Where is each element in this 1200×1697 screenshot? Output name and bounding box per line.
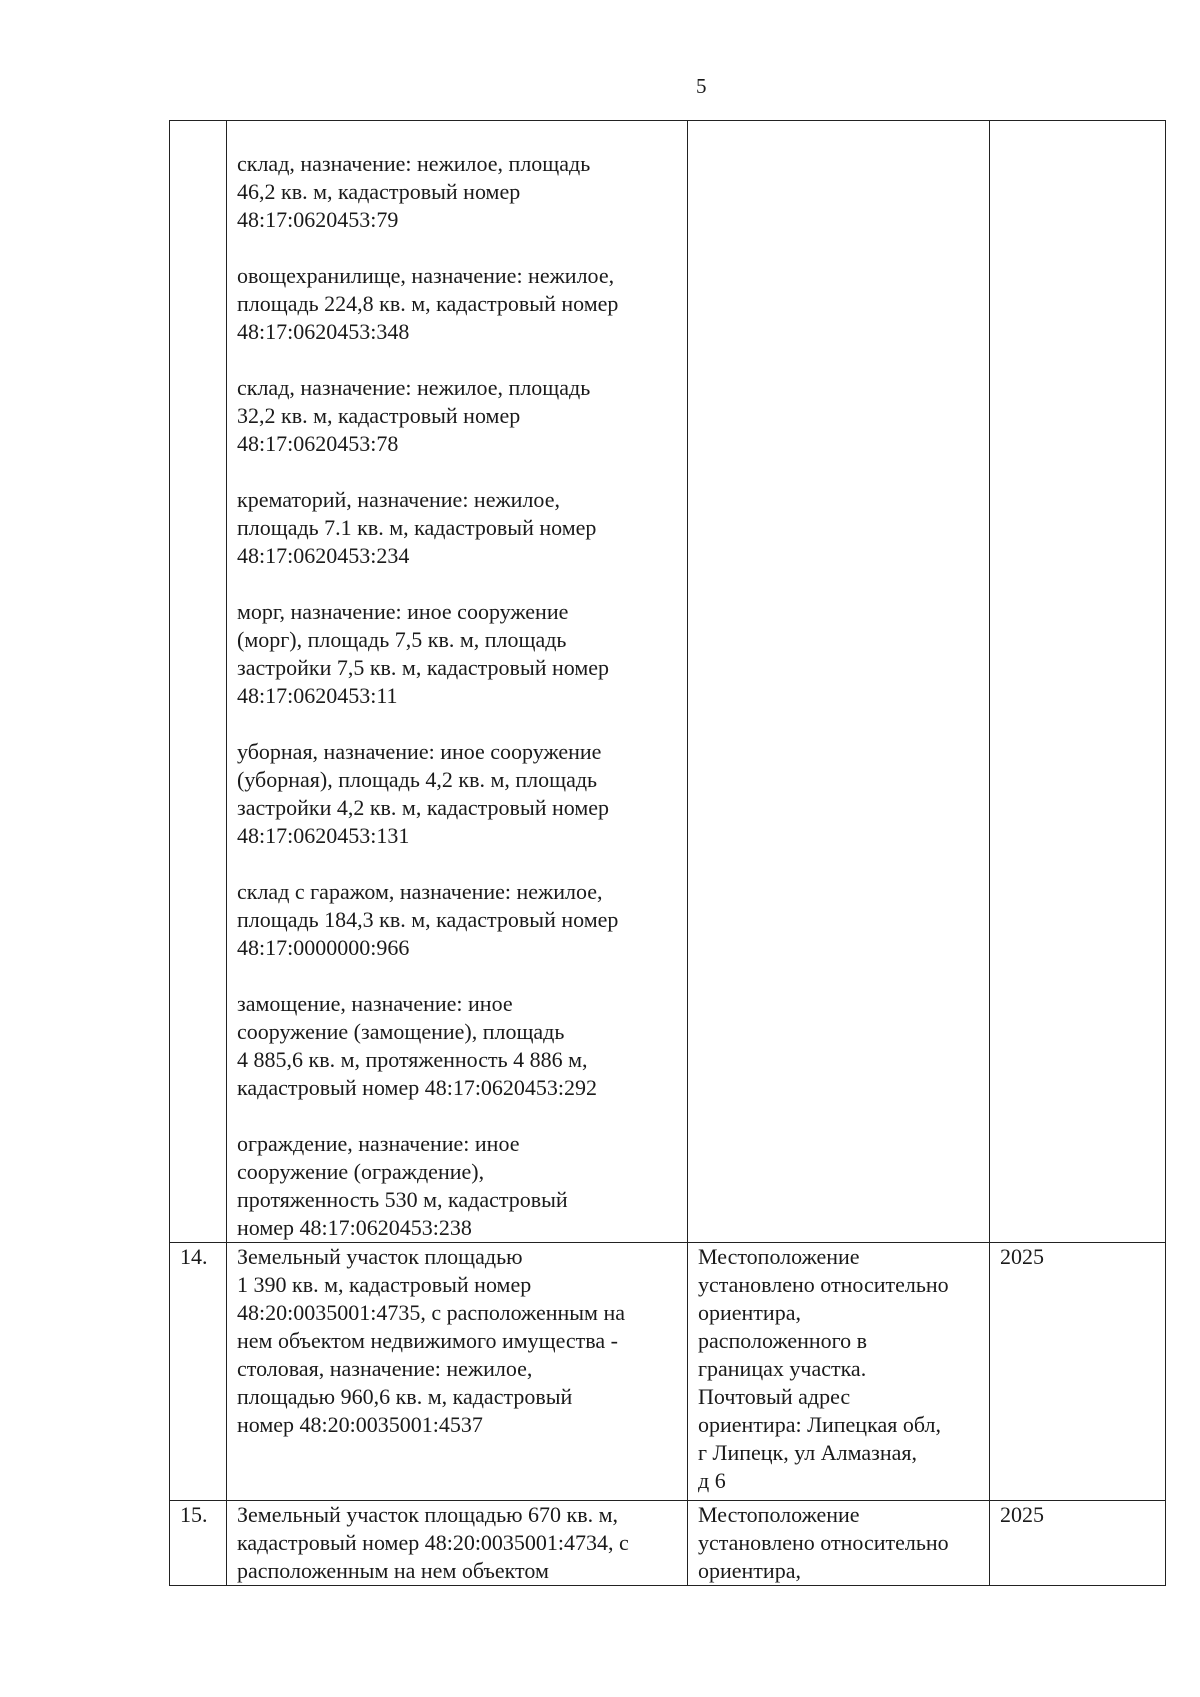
text-line: морг, назначение: иное сооружение [237, 599, 569, 624]
text-line: ориентира: Липецкая обл, [698, 1412, 941, 1437]
text-line: кадастровый номер 48:20:0035001:4734, с [237, 1530, 629, 1555]
text-line: 32,2 кв. м, кадастровый номер [237, 403, 521, 428]
text-line: д 6 [698, 1468, 726, 1493]
text-line: номер 48:17:0620453:238 [237, 1215, 472, 1240]
text-line: 48:17:0000000:966 [237, 935, 410, 960]
text-line: площадь 7.1 кв. м, кадастровый номер [237, 515, 597, 540]
location-cell [688, 121, 990, 1243]
text-line: (морг), площадь 7,5 кв. м, площадь [237, 627, 567, 652]
text-line: площадь 184,3 кв. м, кадастровый номер [237, 907, 619, 932]
text-line: застройки 7,5 кв. м, кадастровый номер [237, 655, 610, 680]
text-line: расположенного в [698, 1328, 868, 1353]
object-entry [237, 150, 677, 234]
table-row-continuation [170, 121, 1166, 1243]
text-line: 48:17:0620453:79 [237, 207, 399, 232]
object-entry [237, 598, 677, 710]
text-line: нем объектом недвижимого имущества - [237, 1328, 618, 1353]
page-number: 5 [696, 74, 707, 98]
text-line: протяженность 530 м, кадастровый [237, 1187, 568, 1212]
location-cell [688, 1501, 990, 1586]
text-line: замощение, назначение: иное [237, 991, 513, 1016]
text-line: ориентира, [698, 1558, 801, 1583]
location-cell [688, 1243, 990, 1501]
text-line: установлено относительно [698, 1272, 949, 1297]
object-entry [237, 262, 677, 346]
text-line: площадью 960,6 кв. м, кадастровый [237, 1384, 573, 1409]
text-line: 46,2 кв. м, кадастровый номер [237, 179, 521, 204]
text-line: 48:17:0620453:234 [237, 543, 410, 568]
object-description-cell [227, 121, 688, 1243]
text-line: кадастровый номер 48:17:0620453:292 [237, 1075, 598, 1100]
text-line: 48:17:0620453:348 [237, 319, 410, 344]
year-cell: 2025 [990, 1501, 1166, 1586]
text-line: склад, назначение: нежилое, площадь [237, 151, 591, 176]
text-line: крематорий, назначение: нежилое, [237, 487, 560, 512]
text-line: Земельный участок площадью 670 кв. м, [237, 1502, 619, 1527]
text-line: расположенным на нем объектом [237, 1558, 549, 1583]
year-cell [990, 121, 1166, 1243]
text-line: границах участка. [698, 1356, 867, 1381]
text-line: Земельный участок площадью [237, 1244, 523, 1269]
text-line: 48:17:0620453:11 [237, 683, 398, 708]
object-entry [237, 374, 677, 458]
text-line: сооружение (замощение), площадь [237, 1019, 565, 1044]
table-row [170, 1501, 1166, 1586]
text-line: (уборная), площадь 4,2 кв. м, площадь [237, 767, 598, 792]
text-line: 48:20:0035001:4735, с расположенным на [237, 1300, 626, 1325]
text-line: столовая, назначение: нежилое, [237, 1356, 533, 1381]
row-number-cell [170, 121, 227, 1243]
text-line: 1 390 кв. м, кадастровый номер [237, 1272, 532, 1297]
row-number-cell: 14. [170, 1243, 227, 1501]
text-line: склад с гаражом, назначение: нежилое, [237, 879, 603, 904]
text-line: склад, назначение: нежилое, площадь [237, 375, 591, 400]
text-line: овощехранилище, назначение: нежилое, [237, 263, 615, 288]
text-line: площадь 224,8 кв. м, кадастровый номер [237, 291, 619, 316]
object-entry [237, 1130, 677, 1242]
object-entry [237, 990, 677, 1102]
year-cell: 2025 [990, 1243, 1166, 1501]
text-line: ориентира, [698, 1300, 801, 1325]
property-table [169, 120, 1166, 1586]
text-line: 48:17:0620453:131 [237, 823, 410, 848]
object-entry [237, 878, 677, 962]
text-line: сооружение (ограждение), [237, 1159, 485, 1184]
text-line: Почтовый адрес [698, 1384, 851, 1409]
text-line: установлено относительно [698, 1530, 949, 1555]
text-line: Местоположение [698, 1502, 860, 1527]
object-entry [237, 738, 677, 850]
text-line: Местоположение [698, 1244, 860, 1269]
text-line: ограждение, назначение: иное [237, 1131, 520, 1156]
row-number-cell: 15. [170, 1501, 227, 1586]
table-row [170, 1243, 1166, 1501]
text-line: номер 48:20:0035001:4537 [237, 1412, 483, 1437]
text-line: 48:17:0620453:78 [237, 431, 399, 456]
object-entry [237, 486, 677, 570]
text-line: г Липецк, ул Алмазная, [698, 1440, 917, 1465]
text-line: застройки 4,2 кв. м, кадастровый номер [237, 795, 610, 820]
object-description-cell [227, 1501, 688, 1586]
object-description-cell [227, 1243, 688, 1501]
text-line: уборная, назначение: иное сооружение [237, 739, 602, 764]
text-line: 4 885,6 кв. м, протяженность 4 886 м, [237, 1047, 588, 1072]
